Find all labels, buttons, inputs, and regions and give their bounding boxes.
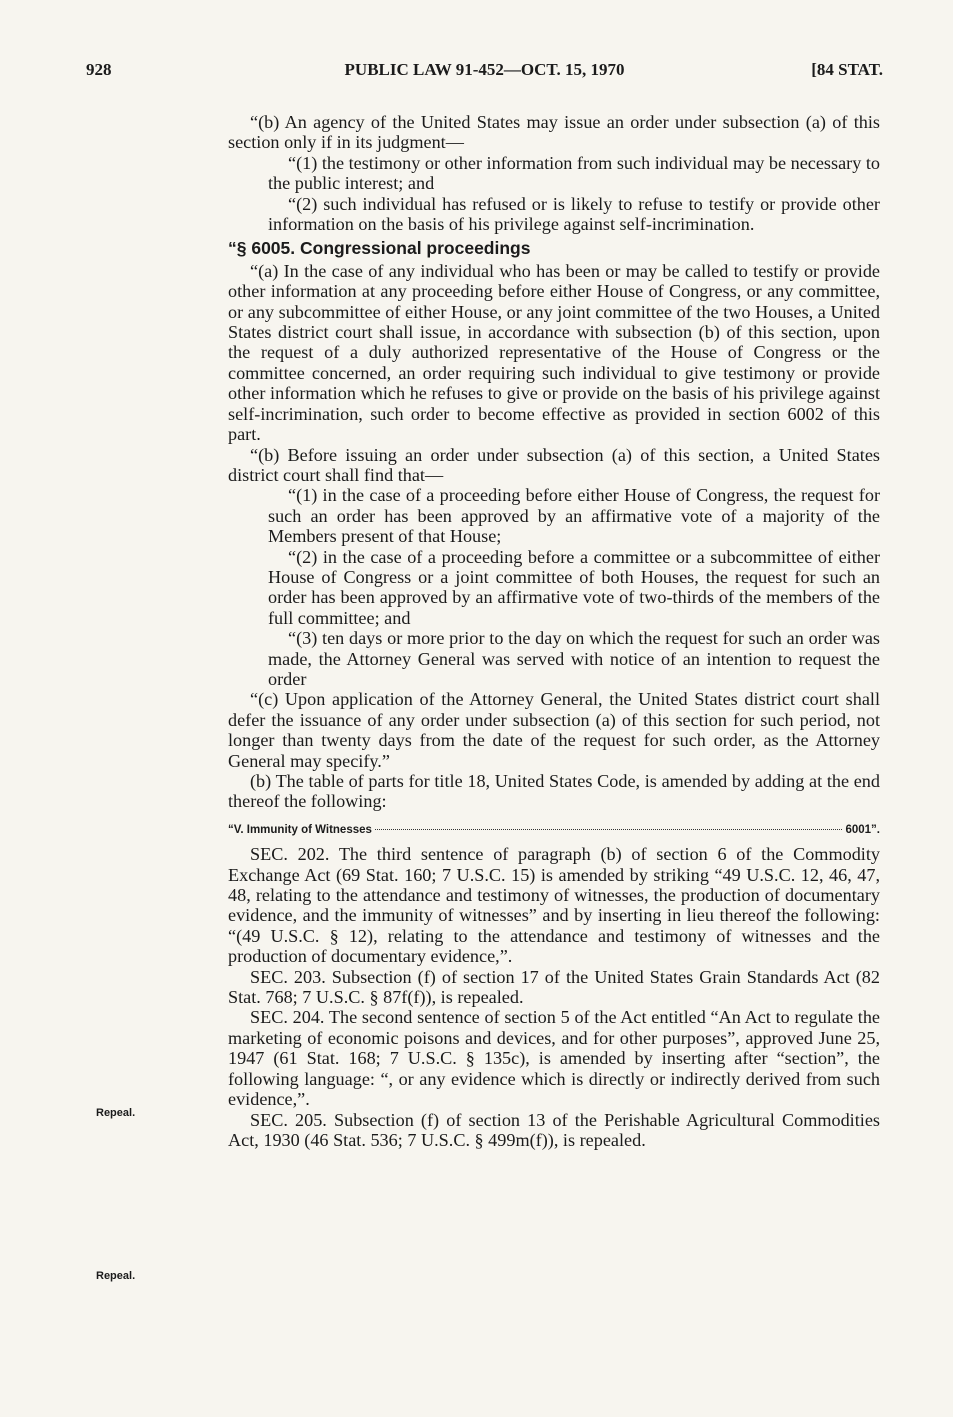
paragraph-6005-b-1: “(1) in the case of a proceeding before either House of Congress, the request for such an order has been approved by an affirmative vote of a majority of the Members present of that House;	[268, 485, 880, 547]
paragraph-clause-2: “(2) such individual has refused or is likely to refuse to testify or provide other information on the basis of his privilege against self-incrimination.	[268, 193, 880, 235]
paragraph-agency-order: “(b) An agency of the United States may issue an order under subsection (a) of this section only if in its judgment—	[228, 112, 880, 153]
section-heading: “§ 6005. Congressional proceedings	[228, 238, 531, 259]
margin-note-repeal: Repeal.	[96, 1107, 136, 1119]
paragraph-clause-1: “(1) the testimony or other information from such individual may be necessary to the public interest; and	[268, 152, 880, 194]
margin-note-repeal: Repeal.	[96, 1270, 136, 1282]
paragraph-sec-203: SEC. 203. Subsection (f) of section 17 of the United States Grain Standards Act (82 Stat. 768; 7 U.S.C. § 87f(f)), is repealed.	[228, 966, 880, 1008]
page-number: 928	[86, 60, 112, 79]
toc-leader	[375, 829, 843, 830]
body-text	[228, 112, 880, 1150]
paragraph-6005-b-2: “(2) in the case of a proceeding before a committee or a subcommittee of either House of Congress or a joint committee of both Houses, the request for such an order has been approved by an affirmative vote of two-thirds of the members of the full committee; and	[268, 546, 880, 628]
page-header	[86, 60, 883, 86]
paragraph-sec-204: SEC. 204. The second sentence of section 5 of the Act entitled “An Act to regulate the marketing of economic poisons and devices, and for other purposes”, approved June 25, 1947 (61 Stat. 168; 7 U.S.C. § 135c), is amended by inserting after “section”, the following language: “, or any evidence which is directly or indirectly derived from such evidence,”.	[228, 1007, 880, 1110]
paragraph-sec-205: SEC. 205. Subsection (f) of section 13 of the Perishable Agricultural Commodities Act, 1930 (46 Stat. 536; 7 U.S.C. § 499m(f)), is repealed.	[228, 1109, 880, 1150]
statute-reference: [84 STAT.	[811, 60, 883, 79]
table-of-parts-entry	[228, 820, 880, 840]
paragraph-sec-202: SEC. 202. The third sentence of paragraph (b) of section 6 of the Commodity Exchange Act (69 Stat. 160; 7 U.S.C. 15) is amended by striking “49 U.S.C. 12, 46, 47, 48, relating to the attendance and testimony of witnesses, the production of documentary evidence, and the immunity of witnesses” and by inserting in lieu thereof the following: “(49 U.S.C. § 12), relating to the attendance and testimony of witnesses and the production of documentary evidence,”.	[228, 844, 880, 967]
paragraph-table-amendment: (b) The table of parts for title 18, United States Code, is amended by adding at the end thereof the following:	[228, 771, 880, 812]
toc-number: 6001”.	[845, 823, 880, 836]
paragraph-6005-b: “(b) Before issuing an order under subsection (a) of this section, a United States district court shall find that—	[228, 444, 880, 485]
running-title: PUBLIC LAW 91-452—OCT. 15, 1970	[344, 60, 625, 79]
paragraph-6005-c: “(c) Upon application of the Attorney General, the United States district court shall defer the issuance of any order under subsection (a) of this section for such period, not longer than twenty days from the date of the request for such order, as the Attorney General may specify.”	[228, 689, 880, 771]
paragraph-6005-b-3: “(3) ten days or more prior to the day on which the request for such an order was made, the Attorney General was served with notice of an intention to request the order	[268, 628, 880, 689]
toc-label: “V. Immunity of Witnesses	[228, 823, 372, 836]
paragraph-6005-a: “(a) In the case of any individual who has been or may be called to testify or provide other information at any proceeding before either House of Congress, or any committee, or any subcommittee of either House, or any joint committee of the two Houses, a United States district court shall issue, in accordance with subsection (b) of this section, upon the request of a duly authorized representative of the House of Congress or the committee concerned, an order requiring such individual to give testimony or provide other information which he refuses to give or provide on the basis of his privilege against self-incrimination, such order to become effective as provided in section 6002 of this part.	[228, 260, 880, 445]
